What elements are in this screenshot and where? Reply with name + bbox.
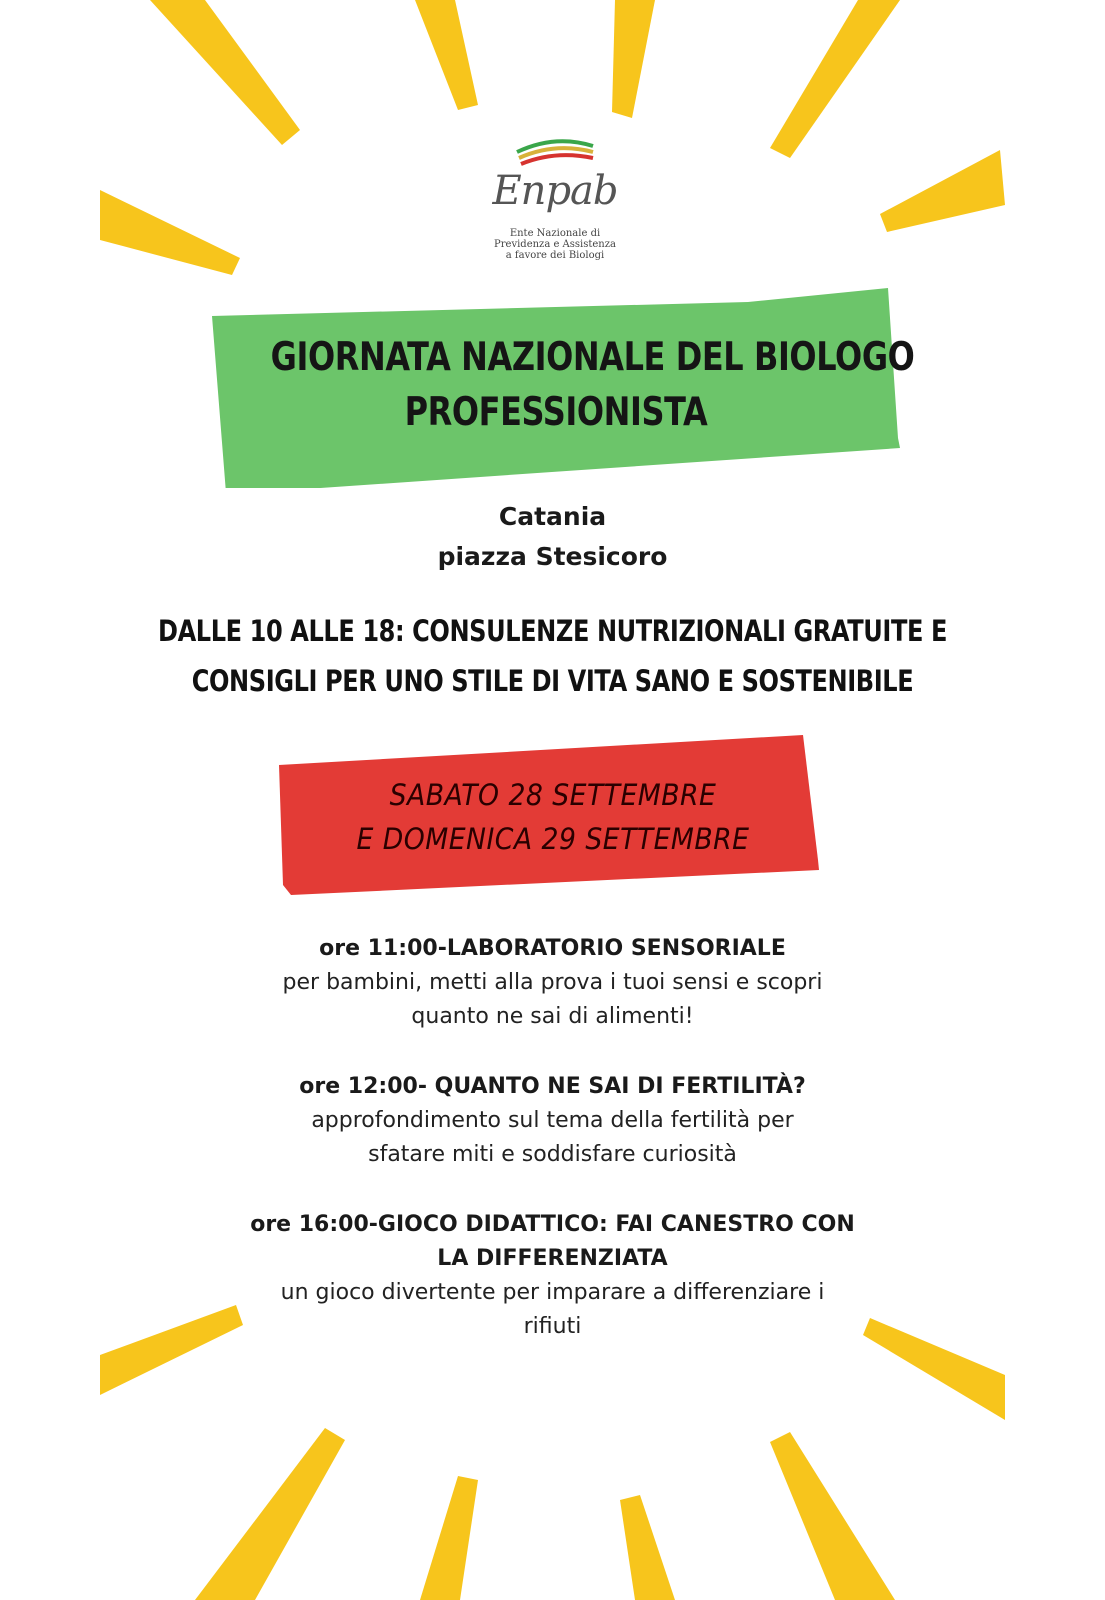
schedule-item — [0, 1070, 1105, 1172]
event-date-line: E DOMENICA 29 SETTEMBRE — [356, 822, 750, 856]
title-banner — [208, 288, 915, 488]
location-place: piazza Stesicoro — [437, 542, 668, 571]
heading-line: ore 12:00- QUANTO NE SAI DI FERTILITÀ? — [299, 1074, 806, 1099]
ray-bottom-mid-right — [620, 1495, 675, 1600]
ray-top-right — [770, 0, 900, 158]
ray-top-mid-left — [415, 0, 478, 110]
activity-line: DALLE 10 ALLE 18: CONSULENZE NUTRIZIONALI GRATUITE E — [158, 614, 947, 648]
schedule-item — [0, 932, 1105, 1034]
event-date-line: SABATO 28 SETTEMBRE — [389, 778, 717, 812]
ray-bottom-left — [195, 1428, 345, 1600]
ray-bottom-mid-left — [420, 1476, 478, 1600]
description-line: rifiuti — [523, 1314, 582, 1339]
description-line: un gioco divertente per imparare a differenziare i — [280, 1280, 825, 1305]
event-dates — [295, 773, 810, 861]
heading-line: ore 11:00-LABORATORIO SENSORIALE — [319, 936, 786, 961]
logo-subtitle-line: a favore dei Biologi — [505, 250, 605, 261]
description-line: sfatare miti e soddisfare curiosità — [368, 1142, 737, 1167]
location — [0, 497, 1105, 577]
activity-line: CONSIGLI PER UNO STILE DI VITA SANO E SOSTENIBILE — [191, 664, 914, 698]
schedule-item — [0, 1208, 1105, 1344]
ray-bottom-right — [770, 1432, 895, 1600]
ray-right-upper — [880, 150, 1005, 232]
logo-subtitle — [480, 228, 630, 261]
description-line: approfondimento sul tema della fertilità per — [311, 1108, 794, 1133]
schedule-item-heading — [0, 1070, 1105, 1104]
heading-line: LA DIFFERENZIATA — [437, 1246, 668, 1271]
event-title — [270, 330, 915, 440]
event-title-line: GIORNATA NAZIONALE DEL BIOLOGO — [270, 335, 915, 380]
description-line: per bambini, metti alla prova i tuoi sensi e scopri — [282, 970, 823, 995]
event-schedule — [0, 932, 1105, 1380]
enpab-logo — [480, 138, 630, 268]
schedule-item-description — [0, 966, 1105, 1034]
logo-subtitle-line: Ente Nazionale di — [509, 228, 601, 239]
description-line: quanto ne sai di alimenti! — [411, 1004, 694, 1029]
event-title-line: PROFESSIONISTA — [404, 390, 708, 435]
location-city: Catania — [498, 502, 607, 531]
schedule-item-description — [0, 1276, 1105, 1344]
logo-subtitle-line: Previdenza e Assistenza — [494, 239, 616, 250]
schedule-item-heading — [0, 932, 1105, 966]
logo-brand: Enpab — [492, 168, 618, 214]
heading-line: ore 16:00-GIOCO DIDATTICO: FAI CANESTRO CON — [250, 1212, 855, 1237]
date-banner — [273, 735, 833, 915]
schedule-item-description — [0, 1104, 1105, 1172]
activity-description — [94, 606, 1011, 706]
ray-top-mid-right — [612, 0, 655, 118]
logo-stripes-icon — [515, 138, 595, 168]
ray-left-upper — [100, 190, 240, 275]
schedule-item-heading — [0, 1208, 1105, 1276]
ray-top-left — [150, 0, 300, 145]
